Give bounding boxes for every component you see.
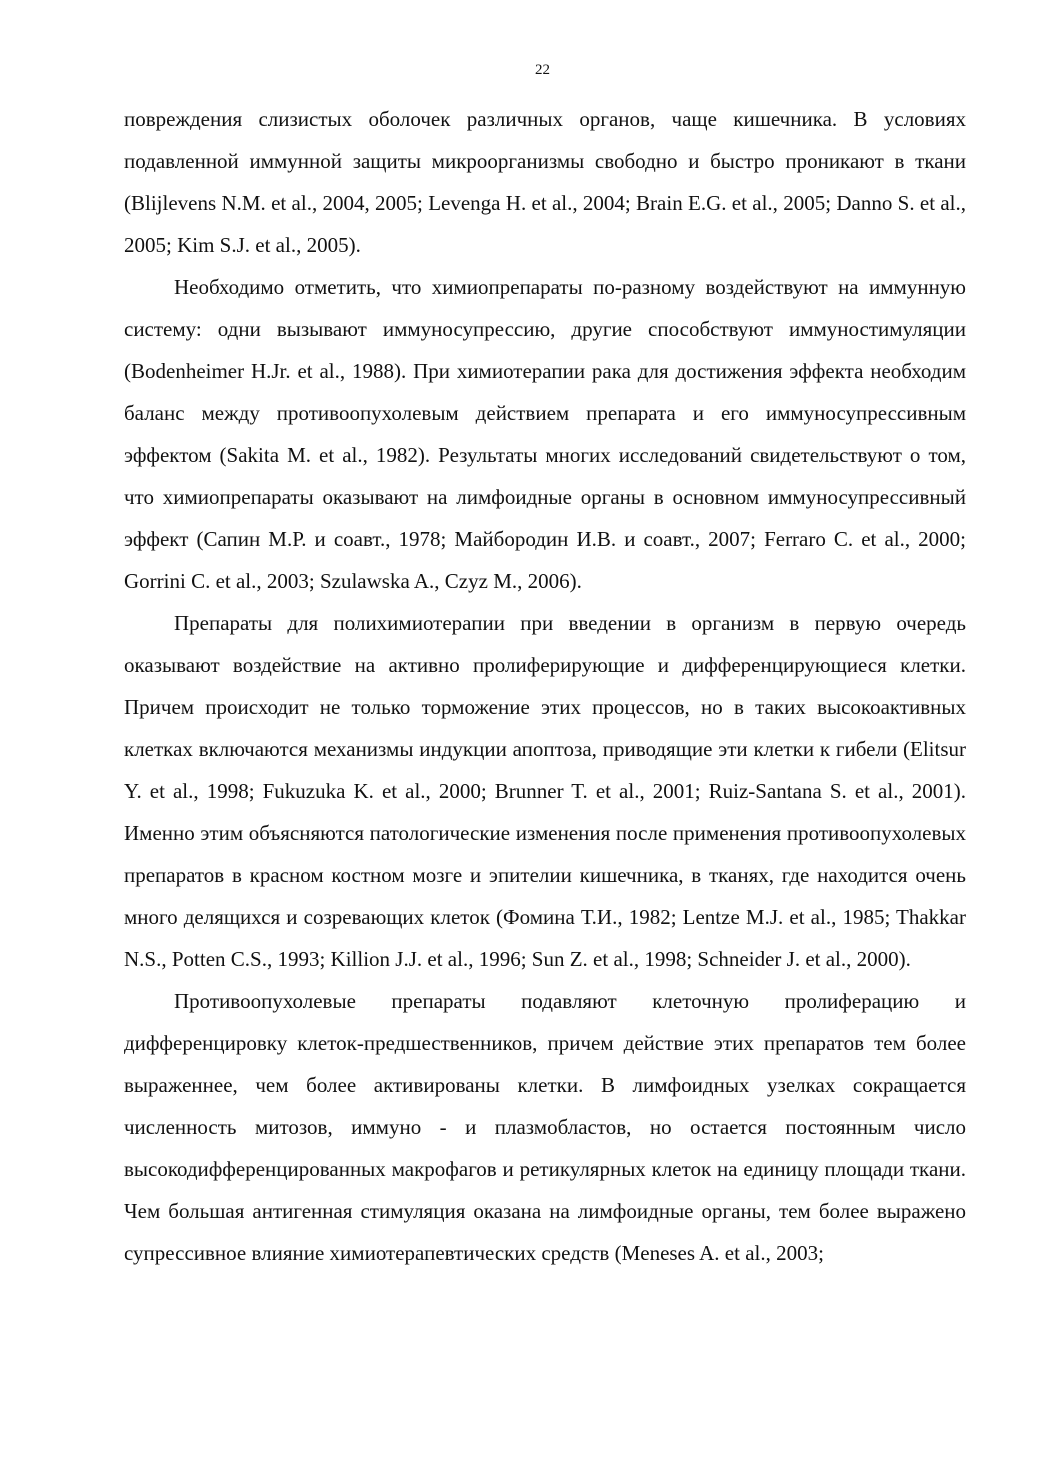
paragraph: Препараты для полихимиотерапии при введении в организм в первую очередь оказывают воздействие на активно пролиферирующие и дифференцирующиеся клетки. Причем происходит не только торможение этих процессов, но в таких высокоактивных клетках включаются механизмы индукции апоптоза, приводящие эти клетки к гибели (Elitsur Y. et al., 1998; Fukuzuka K. et al., 2000; Brunner T. et al., 2001; Ruiz-Santana S. et al., 2001). Именно этим объясняются патологические изменения после применения противоопухолевых препаратов в красном костном мозге и эпителии кишечника, в тканях, где находится очень много делящихся и созревающих клеток (Фомина Т.И., 1982; Lentze M.J. et al., 1985; Thakkar N.S., Potten C.S., 1993; Killion J.J. et al., 1996; Sun Z. et al., 1998; Schneider J. et al., 2000). (124, 611, 966, 971)
paragraph-continued: повреждения слизистых оболочек различных органов, чаще кишечника. В условиях подавленной иммунной защиты микроорганизмы свободно и быстро проникают в ткани (Blijlevens N.M. et al., 2004, 2005; Levenga H. et al., 2004; Brain E.G. et al., 2005; Danno S. et al., 2005; Kim S.J. et al., 2005). (124, 107, 966, 257)
body-text (124, 98, 966, 1274)
page-number: 22 (535, 62, 550, 78)
paragraph: Противоопухолевые препараты подавляют клеточную пролиферацию и дифференцировку клеток-предшественников, причем действие этих препаратов тем более выраженнее, чем более активированы клетки. В лимфоидных узелках сокращается численность митозов, иммуно - и плазмобластов, но остается постоянным число высокодифференцированных макрофагов и ретикулярных клеток на единицу площади ткани. Чем большая антигенная стимуляция оказана на лимфоидные органы, тем более выражено супрессивное влияние химиотерапевтических средств (Meneses A. et al., 2003; (124, 989, 966, 1265)
paragraph: Необходимо отметить, что химиопрепараты по-разному воздействуют на иммунную систему: одни вызывают иммуносупрессию, другие способствуют иммуностимуляции (Bodenheimer H.Jr. et al., 1988). При химиотерапии рака для достижения эффекта необходим баланс между противоопухолевым действием препарата и его иммуносупрессивным эффектом (Sakita M. et al., 1982). Результаты многих исследований свидетельствуют о том, что химиопрепараты оказывают на лимфоидные органы в основном иммуносупрессивный эффект (Сапин М.Р. и соавт., 1978; Майбородин И.В. и соавт., 2007; Ferraro C. et al., 2000; Gorrini C. et al., 2003; Szulawska A., Czyz M., 2006). (124, 275, 966, 593)
